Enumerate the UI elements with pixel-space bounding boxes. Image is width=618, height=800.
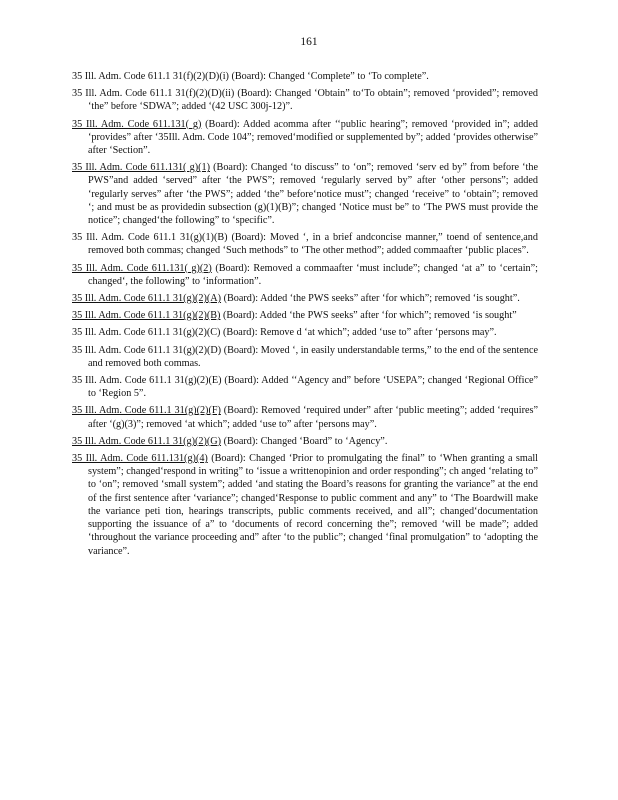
amendment-entry <box>72 435 538 448</box>
code-citation: 35 Ill. Adm. Code 611.1 31(g)(2)(G) <box>72 435 222 447</box>
code-citation: 35 Ill. Adm. Code 611.1 31(g)(2)(F) <box>72 405 221 417</box>
amendment-description: (Board): Remove d ‘at which”; added ‘use to” after ‘persons may”. <box>220 327 497 339</box>
code-citation: 35 Ill. Adm. Code 611.1 31(f)(2)(D)(ii) <box>72 88 235 100</box>
amendment-description: (Board): Added acomma after ‘‘public hearing”; removed ‘provided in”; added ‘provides” after ‘35Ill. Adm. Code 104”; removed‘modified or supplemented by”; added ‘provides otherwise” after ‘Section”. <box>88 118 539 157</box>
amendment-entry <box>72 326 538 339</box>
amendment-entry <box>72 231 538 257</box>
amendment-list <box>72 70 538 562</box>
amendment-entry <box>72 262 538 288</box>
amendment-description: (Board): Added ‘the PWS seeks” after ‘for which”; removed ‘is sought”. <box>221 293 520 305</box>
code-citation: 35 Ill. Adm. Code 611.131( g)(1) <box>72 162 210 174</box>
amendment-description: (Board): Changed ‘Obtain” to‘To obtain”; removed ‘provided”; removed ‘the” before ‘SDWA”; added ‘(42 USC 300j-12)”. <box>88 88 538 113</box>
code-citation: 35 Ill. Adm. Code 611.131( g)(2) <box>72 262 212 274</box>
code-citation: 35 Ill. Adm. Code 611.131( g) <box>72 118 202 130</box>
amendment-description: (Board): Added ‘‘Agency and” before ‘USEPA”; changed ‘Regional Office” to ‘Region 5”. <box>88 375 539 400</box>
amendment-description: (Board): Changed ‘Prior to promulgating the final” to ‘When granting a small system”; changed‘respond in writing” to ‘issue a writtenopinion and order responding”; ch anged ‘relating to” to ‘on”; removed ‘small system”; added ‘and stating the Board’s reasons for granting the variance” at the end of the first sentence after ‘variance”; changed‘Response to public comment and any” to ‘The Boardwill make the variance peti tion, hearings transcripts, public comments received, and all”; changed‘documentation supporting the issuance of a” to ‘documents of record concerning the”; removed ‘will be made”; added ‘throughout the variance proceeding and” after ‘to the public”; changed ‘final promulgation” to ‘adopting the variance”. <box>88 453 538 557</box>
amendment-description: (Board): Added ‘the PWS seeks” after ‘for which”; removed ‘is sought” <box>220 310 517 322</box>
amendment-entry <box>72 344 538 370</box>
amendment-description: (Board): Changed ‘Board” to ‘Agency”. <box>221 435 388 447</box>
code-citation: 35 Ill. Adm. Code 611.1 31(g)(2)(A) <box>72 293 222 305</box>
amendment-entry <box>72 292 538 305</box>
code-citation: 35 Ill. Adm. Code 611.131(g)(4) <box>72 453 208 465</box>
amendment-description: (Board): Removed a commaafter ‘must include”; changed ‘at a” to ‘certain”; changed‘, the following” to ‘information”. <box>88 262 539 287</box>
amendment-entry <box>72 404 538 430</box>
page-number: 161 <box>300 36 318 48</box>
code-citation: 35 Ill. Adm. Code 611.1 31(g)(2)(D) <box>72 344 222 356</box>
amendment-description: (Board): Changed ‘Complete” to ‘To complete”. <box>228 71 429 82</box>
amendment-entry <box>72 70 538 83</box>
code-citation: 35 Ill. Adm. Code 611.1 31(g)(2)(B) <box>72 310 221 322</box>
amendment-description: (Board): Moved ‘, in easily understandable terms,” to the end of the sentence and removed both commas. <box>88 344 538 369</box>
amendment-entry <box>72 118 538 158</box>
amendment-description: (Board): Changed ‘to discuss” to ‘on”; removed ‘serv ed by” from before ‘the PWS”and added ‘served” after ‘the PWS”; removed ‘regularly served by” after ‘other persons”; added ‘regularly serves” after ‘the PWS”; added ‘the” before‘notice must”; changed ‘receive” to ‘obtain”; removed ‘; and must be as providedin subsection (g)(1)(B)”; changed ‘Notice must be” to ‘The PWS must provide the notice”; changed‘the following” to ‘specific”. <box>88 162 539 227</box>
code-citation: 35 Ill. Adm. Code 611.1 31(g)(2)(E) <box>72 375 222 387</box>
amendment-entry <box>72 309 538 322</box>
amendment-entry <box>72 87 538 113</box>
amendment-entry <box>72 161 538 227</box>
code-citation: 35 Ill. Adm. Code 611.1 31(g)(1)(B) <box>72 232 228 244</box>
amendment-description: (Board): Removed ‘required under” after ‘public meeting”; added ‘requires” after ‘(g)(3)”; removed ‘at which”; added ‘use to” after ‘persons may”. <box>88 405 538 430</box>
amendment-entry <box>72 374 538 400</box>
code-citation: 35 Ill. Adm. Code 611.1 31(f)(2)(D)(i) <box>72 71 229 82</box>
amendment-description: (Board): Moved ‘, in a brief andconcise manner,” toend of sentence,and removed both commas; changed ‘Such methods” to ‘The other method”; added commaafter ‘public places”. <box>88 232 538 257</box>
code-citation: 35 Ill. Adm. Code 611.1 31(g)(2)(C) <box>72 327 221 339</box>
amendment-entry <box>72 452 538 558</box>
